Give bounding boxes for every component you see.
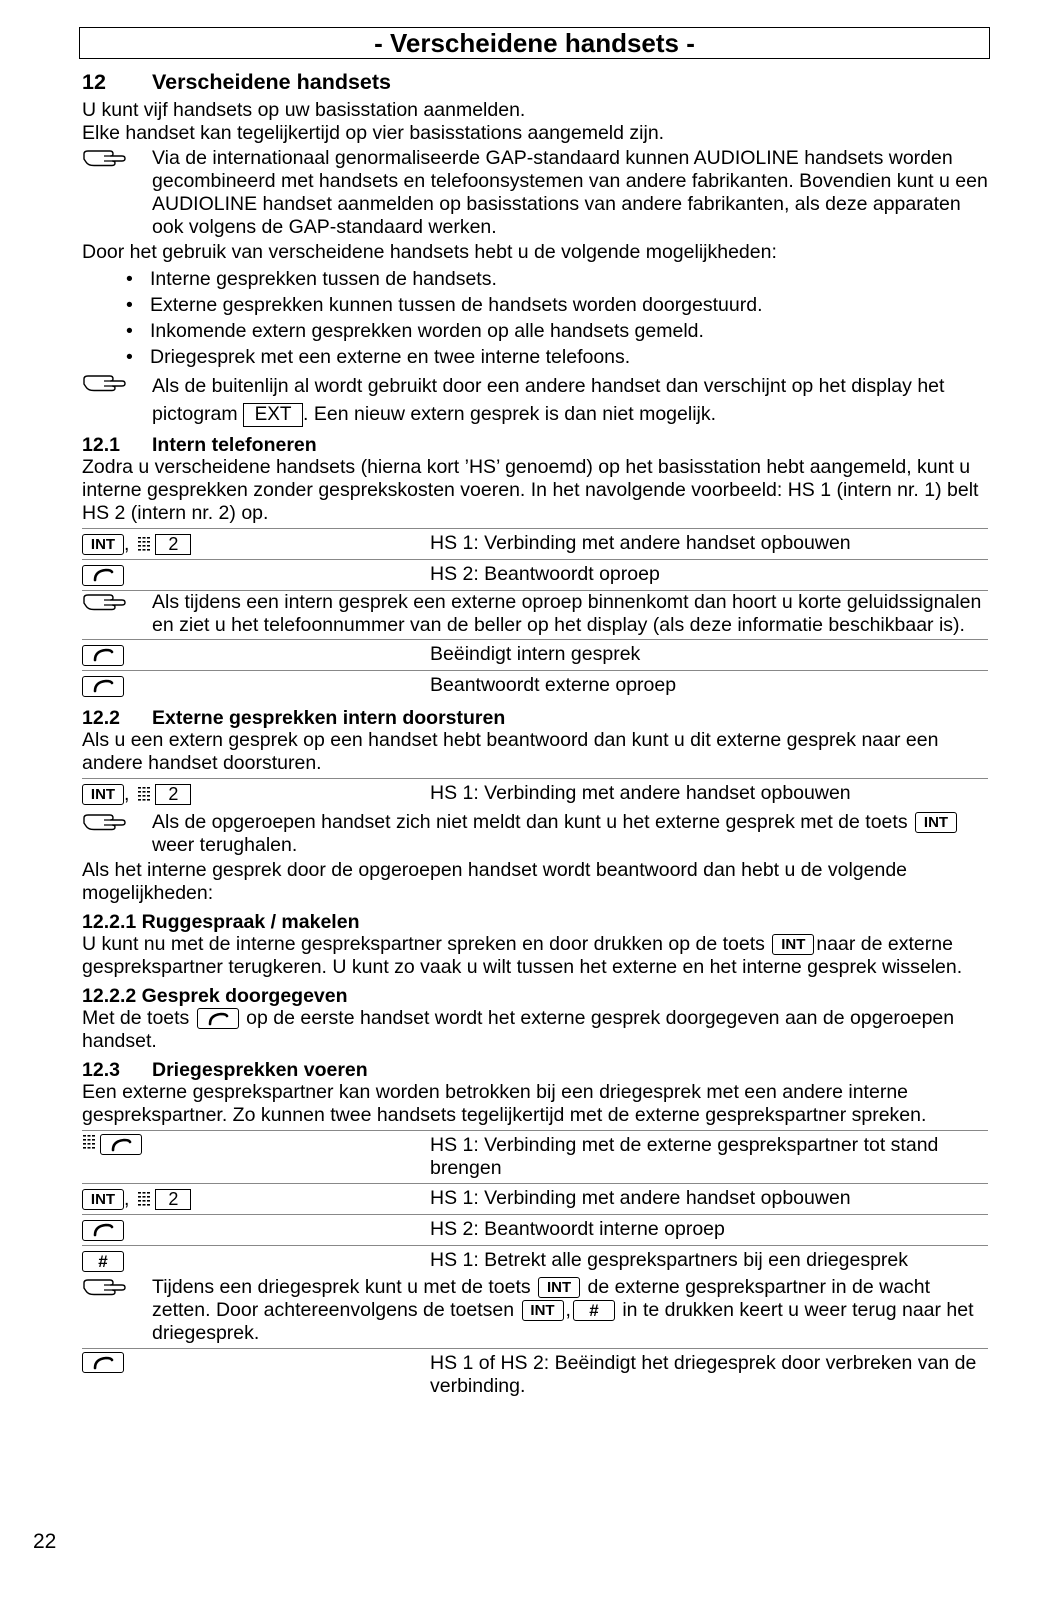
note-text: in te drukken keert u weer terug naar het driegesprek. <box>152 1299 974 1344</box>
section-number: 12.1 <box>82 434 120 456</box>
step-description: HS 1: Verbinding met andere handset opbouwen <box>430 782 851 804</box>
step-table <box>82 1349 988 1401</box>
pointing-hand-icon <box>82 147 152 239</box>
note-text: Als tijdens een intern gesprek een externe oproep binnenkomt dan hoort u korte geluidssignalen en ziet u het telefoonnummer van de beller op het display (als deze informatie beschikbaar is). <box>152 591 982 636</box>
note-text: de externe gesprekspartner in de wacht zetten. Door achtereenvolgens de toetsen <box>152 1276 931 1321</box>
table-row: INT , 2 HS 1: Verbinding met andere handset opbouwen <box>82 779 988 809</box>
ext-pictogram-icon: EXT <box>243 403 303 427</box>
table-row <box>82 1215 988 1246</box>
step-table <box>82 778 988 809</box>
pointing-hand-icon <box>82 1276 152 1345</box>
table-row: INT , 2 HS 1: Verbinding met andere handset opbouwen <box>82 1184 988 1215</box>
page-number: 22 <box>33 1530 57 1553</box>
section-title: Verscheidene handsets <box>152 70 391 94</box>
section-12-3-heading <box>82 1059 988 1081</box>
int-key-icon: INT <box>82 1189 124 1210</box>
step-description: HS 1: Verbinding met andere handset opbouwen <box>430 1187 851 1209</box>
table-row <box>82 1131 988 1184</box>
hash-key-icon: # <box>82 1251 124 1272</box>
step-description: HS 2: Beantwoordt oproep <box>430 563 660 585</box>
note <box>82 147 988 239</box>
bullet-list <box>124 266 988 370</box>
note-text: weer terughalen. <box>152 834 298 856</box>
paragraph: Zodra u verscheidene handsets (hierna kort ’HS’ genoemd) op het basisstation hebt aangemeld, kunt u interne gesprekken zonder gesprekskosten voeren. In het navolgende voorbeeld: HS 1 (intern nr. 1) belt HS 2 (intern nr. 2) op. <box>82 456 979 524</box>
note-text: Als de opgeroepen handset zich niet meldt dan kunt u het externe gesprek met de toets <box>152 811 908 833</box>
int-key-icon: INT <box>82 534 124 555</box>
digit-2-key-icon: 2 <box>155 784 191 805</box>
manual-page <box>82 27 988 1401</box>
digit-2-key-icon: 2 <box>155 1189 191 1210</box>
step-description: HS 1 of HS 2: Beëindigt het driegesprek door verbreken van de verbinding. <box>430 1352 977 1397</box>
section-12-2-1-heading: 12.2.1 Ruggespraak / makelen <box>82 911 360 933</box>
note <box>82 591 988 640</box>
note-text: . Een nieuw extern gesprek is dan niet mogelijk. <box>303 403 717 425</box>
section-title: Intern telefoneren <box>152 434 317 456</box>
step-description: HS 1: Verbinding met andere handset opbouwen <box>430 532 851 554</box>
section-title: Externe gesprekken intern doorsturen <box>152 707 506 729</box>
step-table <box>82 528 988 591</box>
note-text: Als de buitenlijn al wordt gebruikt door een andere handset dan verschijnt op het display het pictogram <box>152 375 945 425</box>
digit-2-key-icon: 2 <box>155 534 191 555</box>
call-key-icon <box>100 1134 142 1155</box>
paragraph: U kunt nu met de interne gesprekspartner spreken en door drukken op de toets <box>82 933 765 955</box>
section-title: Driegesprekken voeren <box>152 1059 368 1081</box>
paragraph: naar de externe gesprekspartner terugkeren. U kunt zo vaak u wilt tussen het externe en het interne gesprek wisselen. <box>82 933 963 978</box>
paragraph: Als het interne gesprek door de opgeroepen handset wordt beantwoord dan hebt u de volgende mogelijkheden: <box>82 859 908 904</box>
list-item: • Inkomende extern gesprekken worden op alle handsets gemeld. <box>124 318 988 344</box>
step-description: Beantwoordt externe oproep <box>430 674 677 696</box>
note-text: Via de internationaal genormaliseerde GAP-standaard kunnen AUDIOLINE handsets worden gecombineerd met handsets en telefoonsystemen van andere fabrikanten. Bovendien kunt u een AUDIOLINE handset aanmelden op basisstations van andere fabrikanten, als deze apparaten ook volgens de GAP-standaard werken. <box>152 147 988 238</box>
paragraph: Een externe gesprekspartner kan worden betrokken bij een driegesprek met een andere interne gesprekspartner. Zo kunnen twee handsets tegelijkertijd met de externe gesprekspartner spreken. <box>82 1081 927 1126</box>
paragraph: Als u een extern gesprek op een handset hebt beantwoord dan kunt u dit externe gesprek naar een andere handset doorsturen. <box>82 729 939 774</box>
table-row <box>82 560 988 591</box>
hash-key-icon: # <box>573 1300 615 1321</box>
section-number: 12 <box>82 70 106 94</box>
step-description: HS 2: Beantwoordt interne oproep <box>430 1218 725 1240</box>
pointing-hand-icon <box>82 811 152 857</box>
paragraph: Door het gebruik van verscheidene handsets hebt u de volgende mogelijkheden: <box>82 241 777 263</box>
section-12-heading <box>82 69 988 95</box>
table-row <box>82 1246 988 1276</box>
keypad-icon <box>137 786 151 802</box>
step-table <box>82 640 988 701</box>
int-key-icon: INT <box>522 1300 564 1321</box>
note <box>82 372 988 428</box>
step-description: HS 1: Betrekt alle gesprekspartners bij een driegesprek <box>430 1249 908 1271</box>
note-text: Tijdens een driegesprek kunt u met de toets <box>152 1276 531 1298</box>
section-number: 12.2 <box>82 707 120 729</box>
paragraph: Elke handset kan tegelijkertijd op vier basisstations aangemeld zijn. <box>82 122 665 144</box>
call-key-icon <box>197 1008 239 1029</box>
call-key-icon <box>82 565 124 586</box>
call-key-icon <box>82 1352 124 1373</box>
paragraph: op de eerste handset wordt het externe gesprek doorgegeven aan de opgeroepen handset. <box>82 1007 955 1052</box>
call-key-icon <box>82 676 124 697</box>
section-number: 12.3 <box>82 1059 120 1081</box>
step-description: HS 1: Verbinding met de externe gesprekspartner tot stand brengen <box>430 1134 939 1179</box>
section-12-2-heading <box>82 707 988 729</box>
pointing-hand-icon <box>82 591 152 637</box>
int-key-icon: INT <box>915 812 957 833</box>
page-header-title: - Verscheidene handsets - <box>79 27 990 59</box>
call-key-icon <box>82 645 124 666</box>
list-item: • Interne gesprekken tussen de handsets. <box>124 266 988 292</box>
keypad-icon <box>82 1134 96 1150</box>
section-12-2-2-heading: 12.2.2 Gesprek doorgegeven <box>82 985 348 1007</box>
table-row <box>82 671 988 701</box>
paragraph: Met de toets <box>82 1007 190 1029</box>
list-item: • Externe gesprekken kunnen tussen de handsets worden doorgestuurd. <box>124 292 988 318</box>
pointing-hand-icon <box>82 372 152 428</box>
int-key-icon: INT <box>82 784 124 805</box>
keypad-icon <box>137 536 151 552</box>
table-row <box>82 640 988 671</box>
keypad-icon <box>137 1191 151 1207</box>
paragraph: U kunt vijf handsets op uw basisstation aanmelden. <box>82 99 526 121</box>
note <box>82 811 988 857</box>
note: Tijdens een driegesprek kunt u met de toets INT de externe gesprekspartner in de wacht zetten. Door achtereenvolgens de toetsen INT , # in te drukken keert u weer terug naar het driegesprek. <box>82 1276 988 1349</box>
call-key-icon <box>82 1220 124 1241</box>
table-row <box>82 1349 988 1401</box>
table-row: INT , 2 HS 1: Verbinding met andere handset opbouwen <box>82 529 988 560</box>
step-description: Beëindigt intern gesprek <box>430 643 641 665</box>
int-key-icon: INT <box>772 934 814 955</box>
list-item: • Driegesprek met een externe en twee interne telefoons. <box>124 344 988 370</box>
int-key-icon: INT <box>538 1277 580 1298</box>
step-table <box>82 1130 988 1276</box>
section-12-1-heading <box>82 434 988 456</box>
